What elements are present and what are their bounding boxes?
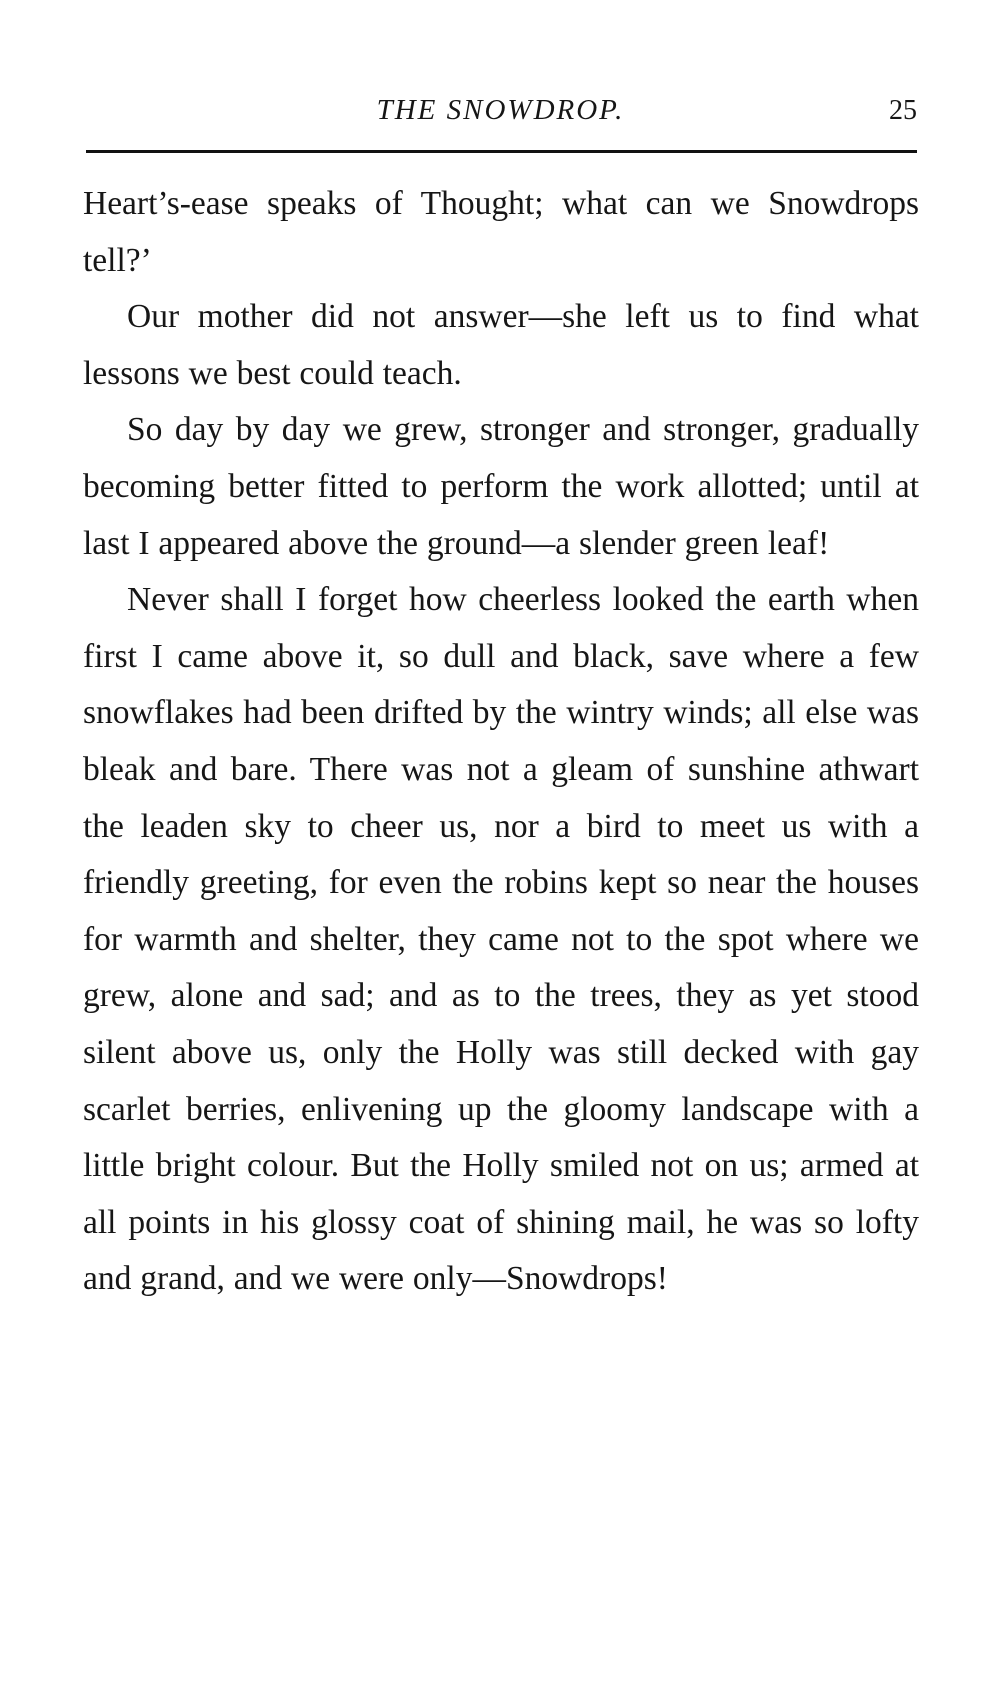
paragraph: So day by day we grew, stronger and stronger, gradually becoming better fitted to perform the work allotted; until at last I appeared above the ground—a slender green leaf!	[83, 411, 919, 562]
paragraph: Never shall I forget how cheerless looked the earth when first I came above it, so dull and black, save where a few snowflakes had been drifted by the wintry winds; all else was bleak and bare. There was not a gleam of sunshine athwart the leaden sky to cheer us, nor a bird to meet us with a friendly greeting, for even the robins kept so near the houses for warmth and shelter, they came not to the spot where we grew, alone and sad; and as to the trees, they as yet stood silent above us, only the Holly was still decked with gay scarlet berries, enlivening up the gloomy landscape with a little bright colour. But the Holly smiled not on us; armed at all points in his glossy coat of shining mail, he was so lofty and grand, and we were only—Snowdrops!	[83, 581, 919, 1298]
body-text	[83, 176, 919, 1308]
paragraph-continued: Heart’s-ease speaks of Thought; what can we Snowdrops tell?’	[83, 185, 919, 279]
running-head	[84, 84, 917, 130]
page-number: 25	[889, 95, 917, 126]
running-title: THE SNOWDROP.	[376, 94, 625, 126]
paragraph: Our mother did not answer—she left us to find what lessons we best could teach.	[83, 298, 919, 392]
header-rule	[86, 150, 917, 153]
